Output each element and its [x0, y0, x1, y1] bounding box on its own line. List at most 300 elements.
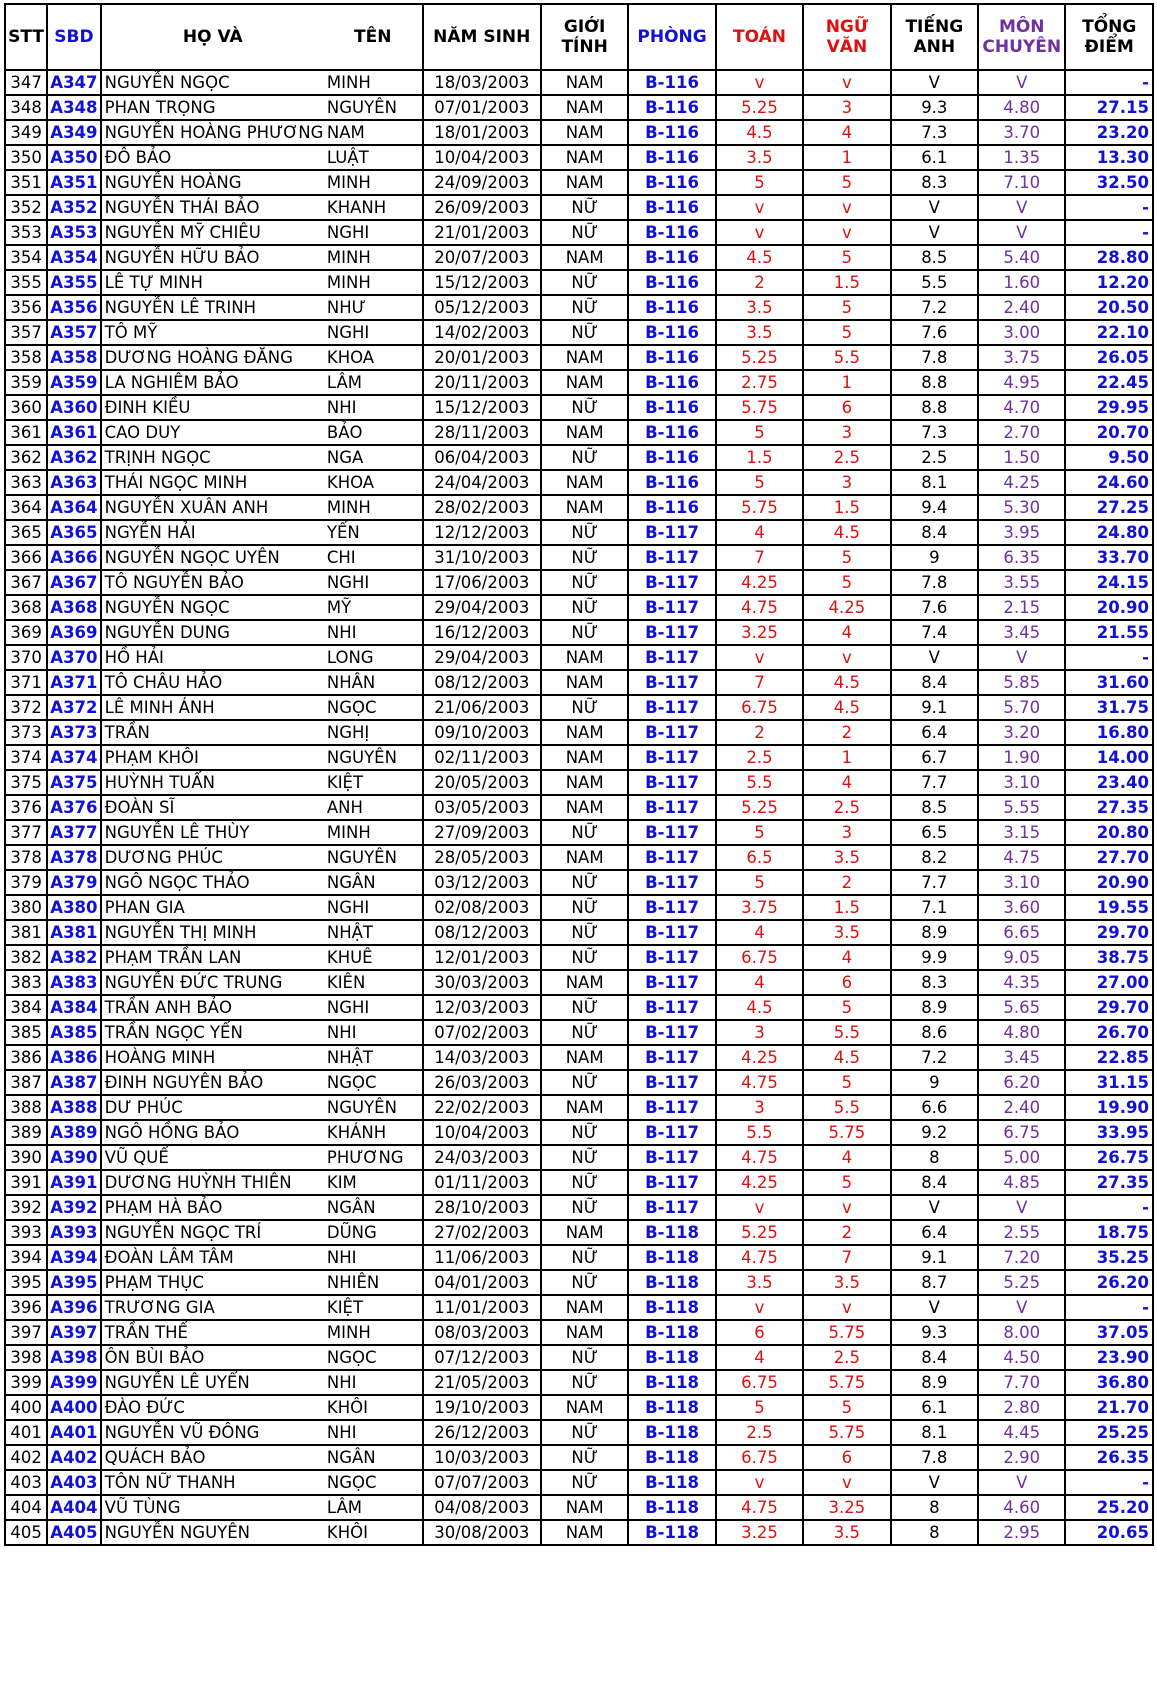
stt-cell: 372 [5, 695, 47, 720]
gioitinh-cell: NAM [541, 645, 628, 670]
ten-cell: PHƯƠNG [324, 1145, 423, 1170]
namsinh-cell: 14/02/2003 [423, 320, 541, 345]
ten-cell: KIÊN [324, 970, 423, 995]
gioitinh-cell: NAM [541, 770, 628, 795]
namsinh-cell: 26/03/2003 [423, 1070, 541, 1095]
tongdiem-cell: 26.70 [1065, 1020, 1153, 1045]
tongdiem-cell: - [1065, 645, 1153, 670]
header-nguvan: NGỮ VĂN [803, 4, 890, 70]
ho-cell: HOÀNG MINH [101, 1045, 324, 1070]
monchuyen-cell: 3.95 [978, 520, 1065, 545]
table-row [5, 1345, 1153, 1370]
tienganh-cell: V [891, 645, 978, 670]
ten-cell: NGÂN [324, 1195, 423, 1220]
phong-cell: B-116 [628, 370, 715, 395]
namsinh-cell: 15/12/2003 [423, 270, 541, 295]
tienganh-cell: 8.4 [891, 1170, 978, 1195]
tienganh-cell: 7.8 [891, 570, 978, 595]
namsinh-cell: 20/05/2003 [423, 770, 541, 795]
phong-cell: B-117 [628, 870, 715, 895]
table-row [5, 370, 1153, 395]
table-row [5, 770, 1153, 795]
table-row [5, 995, 1153, 1020]
namsinh-cell: 04/08/2003 [423, 1495, 541, 1520]
tongdiem-cell: 20.90 [1065, 595, 1153, 620]
table-row [5, 945, 1153, 970]
stt-cell: 355 [5, 270, 47, 295]
sbd-cell: A390 [47, 1145, 100, 1170]
monchuyen-cell: 3.75 [978, 345, 1065, 370]
tienganh-cell: 5.5 [891, 270, 978, 295]
ten-cell: NAM [324, 120, 423, 145]
gioitinh-cell: NỮ [541, 1445, 628, 1470]
toan-cell: 5 [716, 1395, 803, 1420]
sbd-cell: A387 [47, 1070, 100, 1095]
monchuyen-cell: 4.95 [978, 370, 1065, 395]
namsinh-cell: 19/10/2003 [423, 1395, 541, 1420]
nguvan-cell: 3.25 [803, 1495, 890, 1520]
stt-cell: 377 [5, 820, 47, 845]
tienganh-cell: 8.9 [891, 920, 978, 945]
stt-cell: 359 [5, 370, 47, 395]
tongdiem-cell: 36.80 [1065, 1370, 1153, 1395]
nguvan-cell: 4 [803, 1145, 890, 1170]
gioitinh-cell: NỮ [541, 445, 628, 470]
ten-cell: NGUYÊN [324, 745, 423, 770]
ho-cell: NGUYỄN MỸ CHIÊU [101, 220, 324, 245]
score-table [4, 3, 1154, 1546]
phong-cell: B-117 [628, 1145, 715, 1170]
sbd-cell: A354 [47, 245, 100, 270]
phong-cell: B-117 [628, 770, 715, 795]
monchuyen-cell: 3.55 [978, 570, 1065, 595]
toan-cell: 4.75 [716, 1495, 803, 1520]
nguvan-cell: 3.5 [803, 845, 890, 870]
gioitinh-cell: NAM [541, 345, 628, 370]
tienganh-cell: 9.1 [891, 695, 978, 720]
tienganh-cell: 6.7 [891, 745, 978, 770]
nguvan-cell: 3.5 [803, 1520, 890, 1545]
tienganh-cell: 8.9 [891, 995, 978, 1020]
sbd-cell: A380 [47, 895, 100, 920]
header-tongdiem: TỔNG ĐIỂM [1065, 4, 1153, 70]
table-row [5, 920, 1153, 945]
gioitinh-cell: NAM [541, 1095, 628, 1120]
toan-cell: 4.25 [716, 1170, 803, 1195]
ho-cell: NGUYỄN THÁI BẢO [101, 195, 324, 220]
table-row [5, 520, 1153, 545]
namsinh-cell: 17/06/2003 [423, 570, 541, 595]
sbd-cell: A367 [47, 570, 100, 595]
sbd-cell: A376 [47, 795, 100, 820]
sbd-cell: A355 [47, 270, 100, 295]
namsinh-cell: 21/01/2003 [423, 220, 541, 245]
gioitinh-cell: NỮ [541, 195, 628, 220]
ho-cell: NGUYỄN NGỌC [101, 70, 324, 95]
monchuyen-cell: 1.60 [978, 270, 1065, 295]
sbd-cell: A353 [47, 220, 100, 245]
namsinh-cell: 29/04/2003 [423, 595, 541, 620]
ten-cell: LUẬT [324, 145, 423, 170]
tongdiem-cell: 22.10 [1065, 320, 1153, 345]
ho-cell: ĐOÀN LÂM TÂM [101, 1245, 324, 1270]
stt-cell: 360 [5, 395, 47, 420]
phong-cell: B-116 [628, 395, 715, 420]
ten-cell: BẢO [324, 420, 423, 445]
stt-cell: 362 [5, 445, 47, 470]
gioitinh-cell: NAM [541, 420, 628, 445]
nguvan-cell: 2.5 [803, 445, 890, 470]
table-row [5, 1445, 1153, 1470]
stt-cell: 403 [5, 1470, 47, 1495]
nguvan-cell: 5 [803, 295, 890, 320]
gioitinh-cell: NAM [541, 1045, 628, 1070]
gioitinh-cell: NỮ [541, 1370, 628, 1395]
sbd-cell: A357 [47, 320, 100, 345]
table-row [5, 70, 1153, 95]
namsinh-cell: 06/04/2003 [423, 445, 541, 470]
gioitinh-cell: NỮ [541, 695, 628, 720]
tongdiem-cell: 32.50 [1065, 170, 1153, 195]
tienganh-cell: 9.9 [891, 945, 978, 970]
phong-cell: B-117 [628, 695, 715, 720]
ten-cell: MINH [324, 70, 423, 95]
phong-cell: B-117 [628, 645, 715, 670]
toan-cell: 3.25 [716, 1520, 803, 1545]
toan-cell: 5 [716, 420, 803, 445]
table-row [5, 1520, 1153, 1545]
nguvan-cell: 4.5 [803, 695, 890, 720]
ho-cell: LÊ MINH ÁNH [101, 695, 324, 720]
tienganh-cell: 9.1 [891, 1245, 978, 1270]
stt-cell: 356 [5, 295, 47, 320]
ten-cell: KHUÊ [324, 945, 423, 970]
stt-cell: 380 [5, 895, 47, 920]
ten-cell: NGUYÊN [324, 845, 423, 870]
stt-cell: 390 [5, 1145, 47, 1170]
ho-cell: VŨ QUẾ [101, 1145, 324, 1170]
ho-cell: ĐOÀN SĨ [101, 795, 324, 820]
toan-cell: 4.75 [716, 1070, 803, 1095]
tongdiem-cell: - [1065, 1195, 1153, 1220]
toan-cell: 4 [716, 1345, 803, 1370]
ten-cell: NGUYÊN [324, 95, 423, 120]
stt-cell: 358 [5, 345, 47, 370]
ten-cell: LÂM [324, 370, 423, 395]
ten-cell: NHI [324, 1020, 423, 1045]
ten-cell: NGHI [324, 220, 423, 245]
tongdiem-cell: 26.05 [1065, 345, 1153, 370]
nguvan-cell: 4 [803, 620, 890, 645]
tienganh-cell: 8.2 [891, 845, 978, 870]
namsinh-cell: 08/12/2003 [423, 670, 541, 695]
table-row [5, 470, 1153, 495]
namsinh-cell: 24/09/2003 [423, 170, 541, 195]
phong-cell: B-117 [628, 970, 715, 995]
nguvan-cell: 1.5 [803, 895, 890, 920]
tongdiem-cell: 27.70 [1065, 845, 1153, 870]
monchuyen-cell: V [978, 195, 1065, 220]
monchuyen-cell: 3.15 [978, 820, 1065, 845]
toan-cell: 5.75 [716, 395, 803, 420]
gioitinh-cell: NỮ [541, 270, 628, 295]
nguvan-cell: 5.75 [803, 1320, 890, 1345]
ten-cell: KHÔI [324, 1395, 423, 1420]
tongdiem-cell: 31.60 [1065, 670, 1153, 695]
ten-cell: MINH [324, 245, 423, 270]
sbd-cell: A366 [47, 545, 100, 570]
ten-cell: NGHỊ [324, 720, 423, 745]
namsinh-cell: 14/03/2003 [423, 1045, 541, 1070]
nguvan-cell: 2.5 [803, 795, 890, 820]
toan-cell: 4.5 [716, 120, 803, 145]
namsinh-cell: 26/09/2003 [423, 195, 541, 220]
namsinh-cell: 21/06/2003 [423, 695, 541, 720]
namsinh-cell: 11/01/2003 [423, 1295, 541, 1320]
toan-cell: v [716, 70, 803, 95]
toan-cell: v [716, 220, 803, 245]
toan-cell: 4.75 [716, 1245, 803, 1270]
namsinh-cell: 28/10/2003 [423, 1195, 541, 1220]
monchuyen-cell: 7.70 [978, 1370, 1065, 1395]
ho-cell: ĐÀO ĐỨC [101, 1395, 324, 1420]
tongdiem-cell: 27.15 [1065, 95, 1153, 120]
tienganh-cell: 7.7 [891, 870, 978, 895]
monchuyen-cell: 1.90 [978, 745, 1065, 770]
nguvan-cell: 3 [803, 420, 890, 445]
gioitinh-cell: NAM [541, 845, 628, 870]
nguvan-cell: 5 [803, 1170, 890, 1195]
ho-cell: NGYỄN HẢI [101, 520, 324, 545]
tienganh-cell: 8.9 [891, 1370, 978, 1395]
phong-cell: B-117 [628, 820, 715, 845]
tongdiem-cell: 33.95 [1065, 1120, 1153, 1145]
toan-cell: 6.75 [716, 695, 803, 720]
tongdiem-cell: 20.70 [1065, 420, 1153, 445]
ho-cell: HỒ HẢI [101, 645, 324, 670]
stt-cell: 395 [5, 1270, 47, 1295]
namsinh-cell: 07/02/2003 [423, 1020, 541, 1045]
monchuyen-cell: 1.35 [978, 145, 1065, 170]
phong-cell: B-116 [628, 345, 715, 370]
nguvan-cell: v [803, 70, 890, 95]
gioitinh-cell: NAM [541, 495, 628, 520]
tongdiem-cell: 35.25 [1065, 1245, 1153, 1270]
ho-cell: NGUYỄN HOÀNG [101, 170, 324, 195]
table-row [5, 320, 1153, 345]
tongdiem-cell: 26.20 [1065, 1270, 1153, 1295]
tienganh-cell: 7.4 [891, 620, 978, 645]
sbd-cell: A350 [47, 145, 100, 170]
toan-cell: 5 [716, 170, 803, 195]
tienganh-cell: 7.3 [891, 120, 978, 145]
ho-cell: THÁI NGỌC MINH [101, 470, 324, 495]
stt-cell: 352 [5, 195, 47, 220]
nguvan-cell: 4 [803, 945, 890, 970]
tongdiem-cell: 19.90 [1065, 1095, 1153, 1120]
ho-cell: TRẦN THẾ [101, 1320, 324, 1345]
tongdiem-cell: 22.85 [1065, 1045, 1153, 1070]
toan-cell: 3.5 [716, 1270, 803, 1295]
ten-cell: MINH [324, 495, 423, 520]
toan-cell: 5.5 [716, 770, 803, 795]
gioitinh-cell: NAM [541, 145, 628, 170]
ho-cell: NGUYỄN NGỌC [101, 595, 324, 620]
tienganh-cell: 7.1 [891, 895, 978, 920]
ho-cell: TÔN NỮ THANH [101, 1470, 324, 1495]
phong-cell: B-117 [628, 670, 715, 695]
tongdiem-cell: 38.75 [1065, 945, 1153, 970]
nguvan-cell: 2.5 [803, 1345, 890, 1370]
monchuyen-cell: 2.55 [978, 1220, 1065, 1245]
stt-cell: 392 [5, 1195, 47, 1220]
table-row [5, 1245, 1153, 1270]
phong-cell: B-117 [628, 1070, 715, 1095]
namsinh-cell: 03/05/2003 [423, 795, 541, 820]
tienganh-cell: 8 [891, 1520, 978, 1545]
tienganh-cell: 8.4 [891, 1345, 978, 1370]
tienganh-cell: 6.5 [891, 820, 978, 845]
table-row [5, 420, 1153, 445]
ten-cell: KHÔI [324, 1520, 423, 1545]
monchuyen-cell: 4.25 [978, 470, 1065, 495]
phong-cell: B-118 [628, 1345, 715, 1370]
toan-cell: 2.5 [716, 1420, 803, 1445]
ho-cell: QUÁCH BẢO [101, 1445, 324, 1470]
stt-cell: 350 [5, 145, 47, 170]
monchuyen-cell: 5.70 [978, 695, 1065, 720]
toan-cell: 3.75 [716, 895, 803, 920]
tongdiem-cell: 29.70 [1065, 920, 1153, 945]
stt-cell: 374 [5, 745, 47, 770]
phong-cell: B-118 [628, 1420, 715, 1445]
toan-cell: 5 [716, 870, 803, 895]
table-row [5, 895, 1153, 920]
ten-cell: MINH [324, 820, 423, 845]
header-monchuyen: MÔN CHUYÊN [978, 4, 1065, 70]
sbd-cell: A389 [47, 1120, 100, 1145]
namsinh-cell: 20/01/2003 [423, 345, 541, 370]
table-row [5, 570, 1153, 595]
sbd-cell: A356 [47, 295, 100, 320]
monchuyen-cell: 4.85 [978, 1170, 1065, 1195]
toan-cell: 5.5 [716, 1120, 803, 1145]
table-row [5, 1220, 1153, 1245]
tienganh-cell: 9.3 [891, 1320, 978, 1345]
gioitinh-cell: NAM [541, 70, 628, 95]
nguvan-cell: 1.5 [803, 270, 890, 295]
nguvan-cell: 4.5 [803, 520, 890, 545]
ho-cell: TRẦN [101, 720, 324, 745]
gioitinh-cell: NAM [541, 1295, 628, 1320]
stt-cell: 369 [5, 620, 47, 645]
monchuyen-cell: 5.55 [978, 795, 1065, 820]
ho-cell: NGUYỄN NGUYÊN [101, 1520, 324, 1545]
sbd-cell: A395 [47, 1270, 100, 1295]
ho-cell: CAO DUY [101, 420, 324, 445]
stt-cell: 373 [5, 720, 47, 745]
namsinh-cell: 07/07/2003 [423, 1470, 541, 1495]
phong-cell: B-117 [628, 845, 715, 870]
ten-cell: MINH [324, 270, 423, 295]
phong-cell: B-116 [628, 495, 715, 520]
monchuyen-cell: 6.75 [978, 1120, 1065, 1145]
ho-cell: PHAN GIA [101, 895, 324, 920]
nguvan-cell: 5 [803, 1070, 890, 1095]
tongdiem-cell: 13.30 [1065, 145, 1153, 170]
tongdiem-cell: 20.80 [1065, 820, 1153, 845]
nguvan-cell: 1 [803, 145, 890, 170]
namsinh-cell: 28/02/2003 [423, 495, 541, 520]
phong-cell: B-117 [628, 520, 715, 545]
nguvan-cell: 7 [803, 1245, 890, 1270]
table-row [5, 1120, 1153, 1145]
gioitinh-cell: NỮ [541, 520, 628, 545]
tongdiem-cell: 27.35 [1065, 795, 1153, 820]
stt-cell: 397 [5, 1320, 47, 1345]
ho-cell: TÔ NGUYỄN BẢO [101, 570, 324, 595]
table-row [5, 1270, 1153, 1295]
sbd-cell: A362 [47, 445, 100, 470]
stt-cell: 404 [5, 1495, 47, 1520]
sbd-cell: A394 [47, 1245, 100, 1270]
monchuyen-cell: 3.10 [978, 770, 1065, 795]
ho-cell: NGÔ HỒNG BẢO [101, 1120, 324, 1145]
tongdiem-cell: 29.95 [1065, 395, 1153, 420]
tongdiem-cell: 16.80 [1065, 720, 1153, 745]
sbd-cell: A393 [47, 1220, 100, 1245]
ho-cell: NGUYỄN DUNG [101, 620, 324, 645]
ten-cell: MINH [324, 1320, 423, 1345]
gioitinh-cell: NỮ [541, 1120, 628, 1145]
ho-cell: NGUYỄN HỮU BẢO [101, 245, 324, 270]
toan-cell: 4 [716, 920, 803, 945]
gioitinh-cell: NỮ [541, 595, 628, 620]
namsinh-cell: 07/01/2003 [423, 95, 541, 120]
sbd-cell: A349 [47, 120, 100, 145]
tienganh-cell: V [891, 1470, 978, 1495]
monchuyen-cell: V [978, 1470, 1065, 1495]
sbd-cell: A369 [47, 620, 100, 645]
tongdiem-cell: 18.75 [1065, 1220, 1153, 1245]
nguvan-cell: 5.75 [803, 1370, 890, 1395]
phong-cell: B-118 [628, 1445, 715, 1470]
gioitinh-cell: NỮ [541, 920, 628, 945]
phong-cell: B-117 [628, 1195, 715, 1220]
tongdiem-cell: 23.20 [1065, 120, 1153, 145]
tienganh-cell: 6.6 [891, 1095, 978, 1120]
table-row [5, 645, 1153, 670]
ten-cell: NHƯ [324, 295, 423, 320]
stt-cell: 399 [5, 1370, 47, 1395]
monchuyen-cell: 2.40 [978, 1095, 1065, 1120]
nguvan-cell: 3 [803, 95, 890, 120]
phong-cell: B-116 [628, 295, 715, 320]
stt-cell: 400 [5, 1395, 47, 1420]
stt-cell: 401 [5, 1420, 47, 1445]
gioitinh-cell: NỮ [541, 995, 628, 1020]
gioitinh-cell: NỮ [541, 395, 628, 420]
tongdiem-cell: 23.90 [1065, 1345, 1153, 1370]
sbd-cell: A392 [47, 1195, 100, 1220]
nguvan-cell: 5 [803, 545, 890, 570]
nguvan-cell: 4.25 [803, 595, 890, 620]
table-row [5, 170, 1153, 195]
ten-cell: MỸ [324, 595, 423, 620]
namsinh-cell: 11/06/2003 [423, 1245, 541, 1270]
toan-cell: 5.25 [716, 795, 803, 820]
toan-cell: 2.75 [716, 370, 803, 395]
